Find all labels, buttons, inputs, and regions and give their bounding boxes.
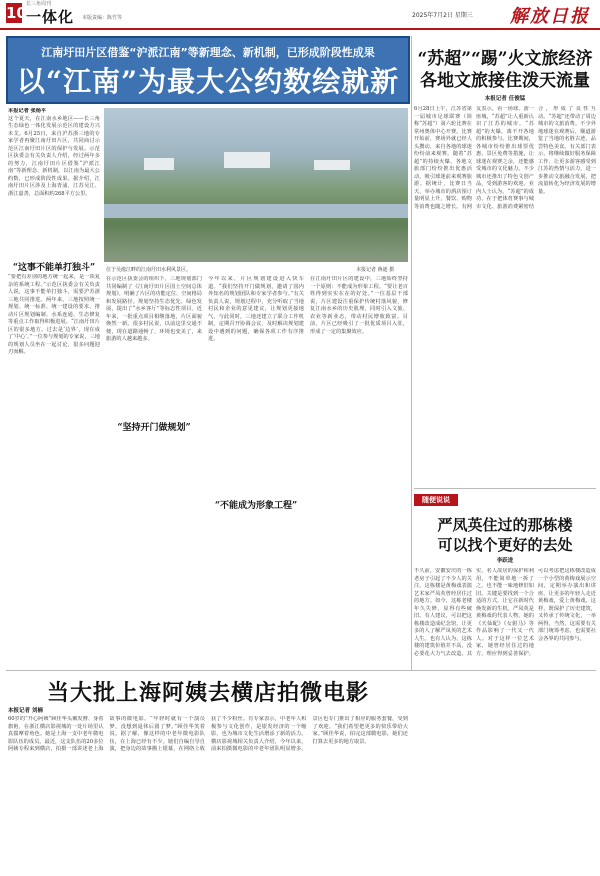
- photo-river: [104, 204, 408, 218]
- lead-headline-box: [6, 36, 410, 104]
- lead-byline: 本报记者 张杨平: [8, 108, 47, 114]
- bottom-story-byline: 本报记者 刘楠: [8, 708, 43, 714]
- lead-text-4: 今年以来，片区规划建设进入快车道。“我们坚持开门做规划，邀请了国内外知名的规划团队和专家学者参与。”有关负责人说，规划过程中，充分听取了当地村民和企业的意见建议，让规划更接地气。与此同时，三地还建立了联合工作机制，定期召开协调会议，及时解决规划建设中遇到的问题，确保各项工作有序推进。: [208, 276, 304, 342]
- column-tag: 随便说说: [414, 494, 458, 506]
- lead-subhead-3: “不能成为形象工程”: [214, 501, 298, 511]
- lead-col-5: [310, 276, 408, 666]
- lead-text-3: 在示范区执委会的组织下，三地规划部门共同编制了《江南圩田片区国土空间总体规划》，明确了片区的功能定位、空间格局和发展路径。规划坚持生态优先、绿色发展，提出了“水乡客厅”等标志性项目。近年来，一批重点项目相继落地，片区面貌焕然一新。很多村民说，以前这里交通不便，现在道路通畅了，环境也变美了，来旅游的人越来越多。: [106, 276, 202, 342]
- photo-credit: 本报记者 蒋迪 摄: [356, 267, 395, 273]
- lead-col-2: [8, 274, 100, 668]
- lead-subhead-1: “这事不能单打独斗”: [12, 263, 96, 273]
- column-divider: [411, 36, 412, 670]
- right-story-title-2: 各地文旅接住泼天流量: [420, 71, 590, 91]
- right-story-byline: 本报记者 任俊锰: [484, 96, 526, 102]
- lead-subhead-2: “坚持开门做规划”: [117, 423, 191, 433]
- section-name: 一体化: [26, 8, 75, 26]
- lead-text-1: 这个夏天，在江南水乡地区——长三角生态绿色一体化发展示范区的建设方兴未艾。6月25日，来自沪苏浙三地的专家学者再聚江南圩田片区，共同商讨示范区江南圩田片区的保护与发展。示范区执委会有关负责人介绍，经过两年多的努力，江南圩田片区借鉴“沪派江南”等新理念、新机制，以江南为最大公约数，已形成阶段性成果。据介绍，江南圩田片区涉及上海青浦、江苏吴江、浙江嘉善，总面积约268平方公里。: [8, 115, 100, 197]
- right-story-title-1: “苏超”“踢”火文旅经济: [417, 49, 593, 69]
- lead-col-3: [106, 276, 202, 666]
- masthead: [0, 0, 600, 30]
- bottom-story-text: 60岁的“开心阿姨”顾佳华头戴发簪、身着旗袍，在浙江横店影视城的一处片场里认真揣摩着角色。她是上海一支中老年微电影队伍的成员。最近，这支队伍的20多位阿姨专程来到横店，拍摄一部讲述老上海故事的微电影。“年轻时就有一个演员梦，没想到退休后圆了梦。”顾佳华笑着说。据了解，像这样的中老年微电影队伍，在上海已经有不少。她们自编自导自演，把身边的故事搬上银幕，在网络上收获了不少粉丝。有专家表示，中老年人积极参与文化创作，是银发经济的一个缩影，也为城市文化生活增添了新的活力。横店影视城相关负责人介绍，今年以来，前来拍摄微电影的中老年团队明显增多，景区也专门推出了相应的服务套餐，受到了欢迎。“我们希望把更多的快乐带给大家。”顾佳华说，拍完这部微电影，她们还打算去更多的地方取景。: [8, 716, 408, 752]
- lead-photo: [104, 108, 408, 262]
- column-text: 不久前，安徽安庆的一栋老房子引起了不少人的关注。这栋楼是黄梅戏表演艺术家严凤英曾经居住过的地方。如今，这栋老楼年久失修，显得有些破旧。有人建议，可以把这栋楼改造成纪念馆，让更多的人了解严凤英的艺术人生。也有人认为，这栋楼的建筑价值并不高，没必要花大力气去改造。其实，名人故居的保护和利用，不能简单地一拆了之，也不能一味地修旧如旧。关键是要找到一个合适的方式，让它在新时代焕发新的生机。严凤英是黄梅戏的代表人物，她的《天仙配》《女驸马》等作品影响了一代又一代人。对于这样一位艺术家，她曾经居住过的地方，理应得到妥善保护。可以考虑把这栋楼改造成一个小型的黄梅戏展示空间，定期举办演出和讲座，让更多的年轻人走近黄梅戏，爱上黄梅戏。这样，既保护了历史建筑，又传承了传统文化，一举两得。当然，这需要有关部门统筹考虑，也需要社会各界的共同参与。: [414, 568, 596, 657]
- bottom-story-title: 当大批上海阿姨去横店拍微电影: [46, 680, 369, 706]
- photo-caption: 位于吴淞江畔的江南圩田水利风景区。: [106, 267, 192, 273]
- right-story-text: 6月28日上午，江苏省第一届城市足球联赛（简称“苏超”）第六轮比赛在常州奥体中心开赛。比赛开始前，赛场外就已经人头攒动，来自各地的球迷纷纷前来观赛。随着“苏超”的持续火爆，各地文旅部门纷纷推出优惠活动，吸引球迷前来观赛旅游。据统计，比赛日当天，举办城市的酒店预订量明显上升，餐饮、购物等消费也随之增长。有网友表示，看一场球，游一座城，“苏超”让人重新认识了江苏的城市。“苏超”的火爆，离不开各地的积极参与。比赛期间，各城市纷纷推出球票优惠、景区免费等措施，让球迷在观赛之余，还能感受城市的文化魅力。不少城市还推出了特色文创产品，受到游客的欢迎。业内人士认为，“苏超”的成功，在于把体育赛事与城市文化、旅游消费紧密结合，形成了良性互动。“苏超”还带动了周边城市的文旅消费。不少外地球迷在观赛后，顺道游览了当地的名胜古迹，品尝特色美食。有关部门表示，将继续做好服务保障工作，让更多游客感受到江苏的热情与活力，进一步推动文旅融合发展，把流量转化为经济发展的增量。: [414, 106, 596, 210]
- lead-col-4: [208, 276, 304, 666]
- photo-building: [314, 160, 350, 170]
- photo-building: [224, 152, 270, 168]
- column-author: 李跃进: [496, 558, 514, 564]
- section-subtitle: 长三角周刊: [26, 1, 52, 7]
- lead-text-2: “要把有差别的地方统一起来，是一项复杂的系统工程。”示范区执委会有关负责人说，这事不能单打独斗，需要沪苏浙三地共同推进。两年来，三地按照统一规划、统一标准、统一建设的要求，推动片区规划编制、水系连通、生态修复等重点工作取得积极进展。“江南圩田片区的很多地方，过去是‘边界’，现在成了‘中心’。”一位参与规划的专家说，三地的规划人员坐在一起讨论，很多问题迎刃而解。: [8, 274, 100, 355]
- column-title-1: 严凤英住过的那栋楼: [437, 516, 573, 534]
- lead-kicker: 江南圩田片区借鉴“沪派江南”等新理念、新机制，已形成阶段性成果: [41, 46, 375, 59]
- photo-building: [144, 158, 174, 170]
- lead-col-1: [8, 108, 100, 258]
- date-line: 2025年7月2日 星期三: [412, 12, 473, 19]
- lead-title: 以“江南”为最大公约数绘就新: [16, 65, 400, 98]
- section-divider: [414, 488, 596, 489]
- column-title-2: 可以找个更好的去处: [437, 536, 573, 554]
- page-number: 10: [6, 4, 27, 22]
- lead-text-5: 在江南圩田片区的建设中，三地始终坚持一个原则：不能成为形象工程。“要让老百姓得到实实在在的好处。”一位基层干部说，片区建设注重保护传统村落风貌，修复江南水乡的历史肌理，同时引入文旅、农业等新业态，带动村民增收致富。目前，片区已经吸引了一批优质项目入驻，形成了一定的集聚效应。: [310, 276, 408, 335]
- editor-line: 本版责编：陈竹等: [82, 15, 123, 21]
- newspaper-logo: 解放日报: [510, 6, 590, 27]
